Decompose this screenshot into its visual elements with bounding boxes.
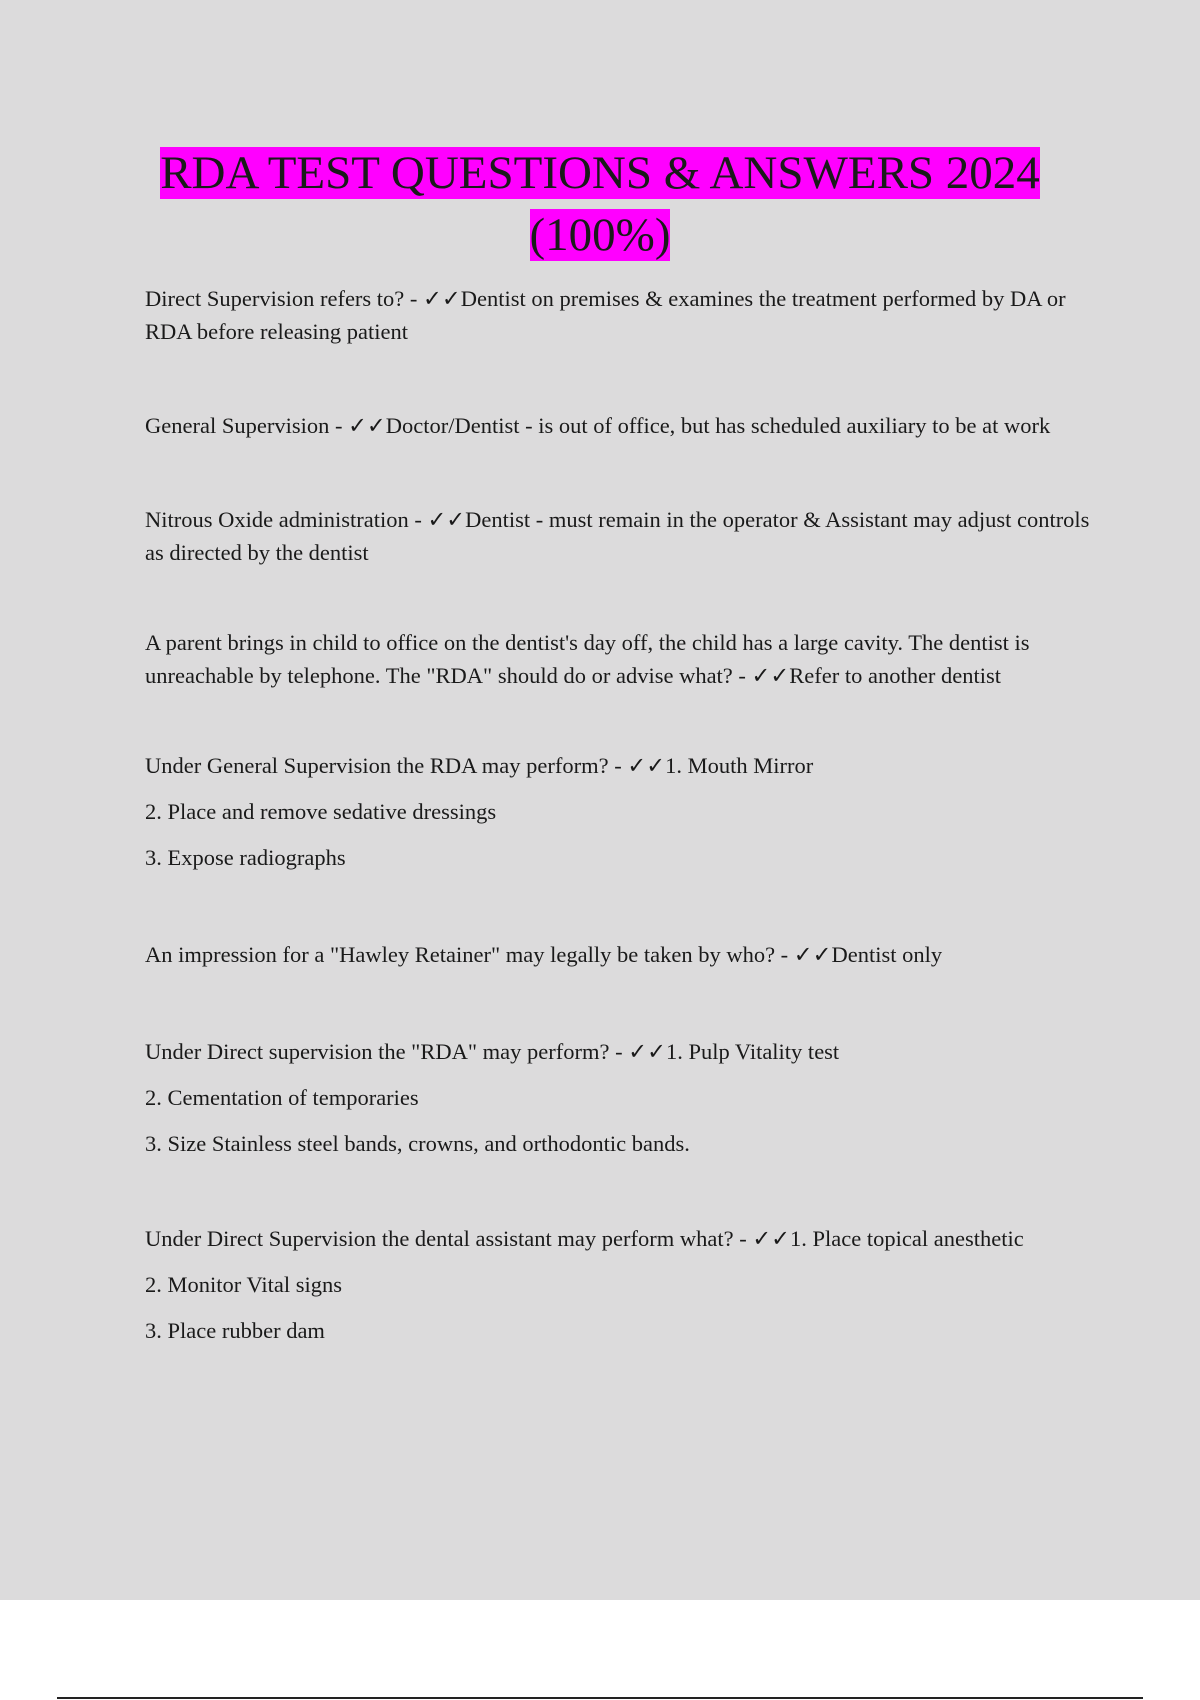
qa-item xyxy=(145,409,1095,442)
qa-item xyxy=(145,626,1095,692)
title-line-1: RDA TEST QUESTIONS & ANSWERS 2024 xyxy=(160,147,1040,199)
qa-item xyxy=(145,503,1095,569)
qa-subitem: 2. Cementation of temporaries xyxy=(145,1085,419,1110)
qa-text: General Supervision - ✓✓Doctor/Dentist - is out of office, but has scheduled auxiliary to be at work xyxy=(145,413,1051,438)
qa-item xyxy=(145,282,1095,348)
qa-text: Nitrous Oxide administration - ✓✓Dentist - must remain in the operator & Assistant may adjust controls as directed by the dentist xyxy=(145,507,1090,565)
qa-text: An impression for a "Hawley Retainer" may legally be taken by who? - ✓✓Dentist only xyxy=(145,942,943,967)
qa-item xyxy=(145,1035,1095,1160)
qa-subitem: 3. Size Stainless steel bands, crowns, and orthodontic bands. xyxy=(145,1131,690,1156)
qa-text: Under General Supervision the RDA may perform? - ✓✓1. Mouth Mirror xyxy=(145,753,814,778)
footer-divider xyxy=(57,1697,1143,1699)
qa-subitem: 3. Expose radiographs xyxy=(145,845,346,870)
qa-subitem: 2. Monitor Vital signs xyxy=(145,1272,342,1297)
qa-list xyxy=(145,282,1095,1347)
qa-subitem: 2. Place and remove sedative dressings xyxy=(145,799,497,824)
title-line-2: (100%) xyxy=(529,209,671,261)
qa-text: Direct Supervision refers to? - ✓✓Dentist on premises & examines the treatment performed by DA or RDA before releasing patient xyxy=(145,286,1066,344)
qa-text: Under Direct Supervision the dental assistant may perform what? - ✓✓1. Place topical anesthetic xyxy=(145,1226,1024,1251)
qa-text: A parent brings in child to office on the dentist's day off, the child has a large cavity. The dentist is unreachable by telephone. The "RDA" should do or advise what? - ✓✓Refer to another dentist xyxy=(145,630,1030,688)
qa-subitem: 3. Place rubber dam xyxy=(145,1318,325,1343)
qa-item xyxy=(145,938,1095,971)
document-title xyxy=(100,142,1100,266)
qa-item xyxy=(145,1222,1095,1347)
qa-text: Under Direct supervision the "RDA" may perform? - ✓✓1. Pulp Vitality test xyxy=(145,1039,840,1064)
qa-item xyxy=(145,749,1095,874)
